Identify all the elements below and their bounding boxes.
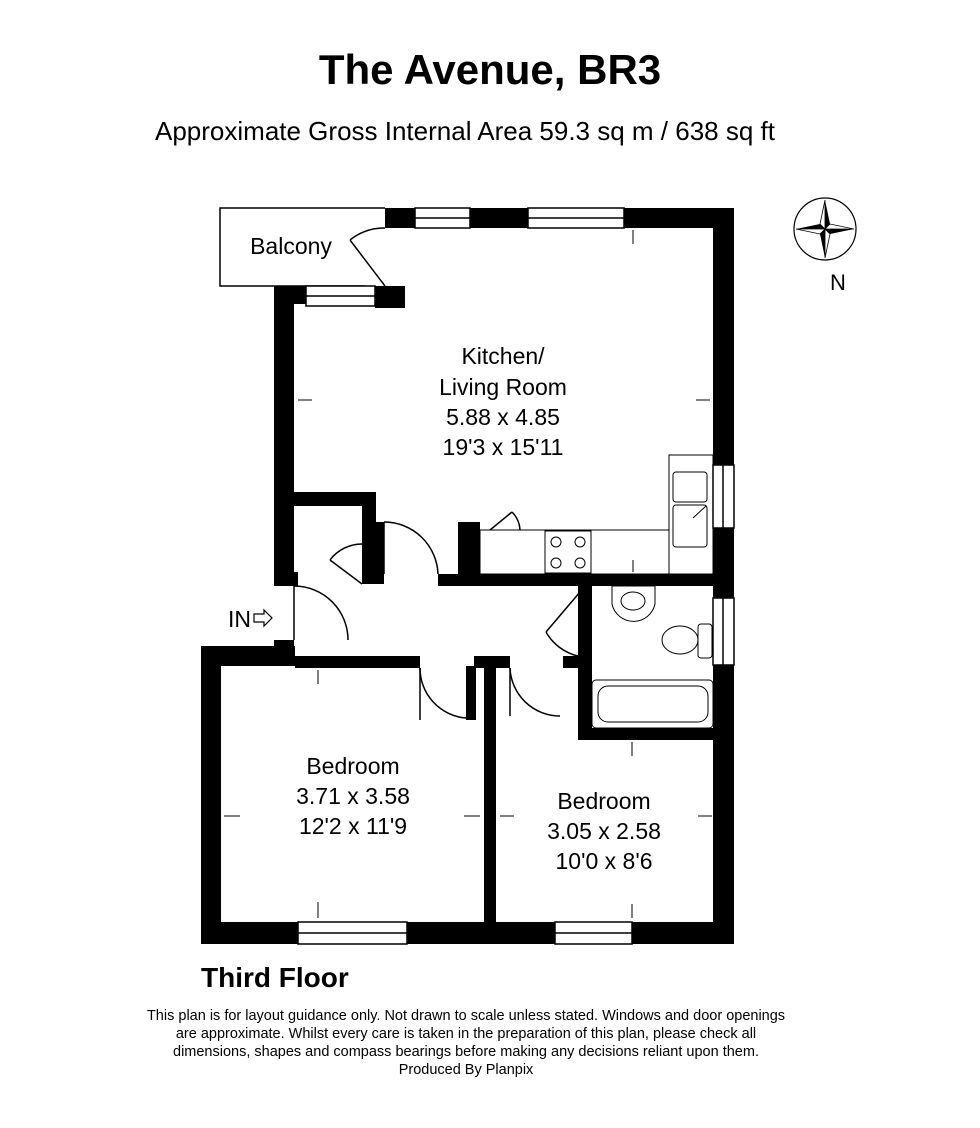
disclaimer-line: dimensions, shapes and compass bearings before making any decisions reliant upon them. [173,1044,759,1060]
balcony-label: Balcony [250,233,332,259]
bathroom-fittings [592,586,713,728]
bedroom1-name: Bedroom [306,753,400,779]
compass-north-label: N [830,270,846,295]
disclaimer-line: are approximate. Whilst every care is taken in the preparation of this plan, please check all [175,1026,757,1042]
bedroom1-imperial: 12'2 x 11'9 [298,813,408,839]
disclaimer [90,1007,842,1079]
kitchen-imperial: 19'3 x 15'11 [442,434,564,460]
kitchen-name-line1: Kitchen/ [461,343,545,369]
page-title: The Avenue, BR3 [318,46,662,93]
disclaimer-line: This plan is for layout guidance only. Not drawn to scale unless stated. Windows and door openings [146,1008,786,1024]
bedroom1-metric: 3.71 x 3.58 [296,783,410,809]
compass-rose-icon [794,198,856,260]
entrance-arrow-icon [254,610,272,626]
kitchen-metric: 5.88 x 4.85 [446,404,560,430]
entrance-label: IN [228,606,251,632]
area-subtitle: Approximate Gross Internal Area 59.3 sq m / 638 sq ft [155,116,775,146]
bedroom2-imperial: 10'0 x 8'6 [555,848,653,874]
floor-label: Third Floor [201,962,349,993]
kitchen-name-line2: Living Room [439,374,567,400]
bedroom2-metric: 3.05 x 2.58 [547,818,661,844]
producer-credit: Produced By Planpix [398,1062,534,1078]
bedroom2-name: Bedroom [557,788,651,814]
